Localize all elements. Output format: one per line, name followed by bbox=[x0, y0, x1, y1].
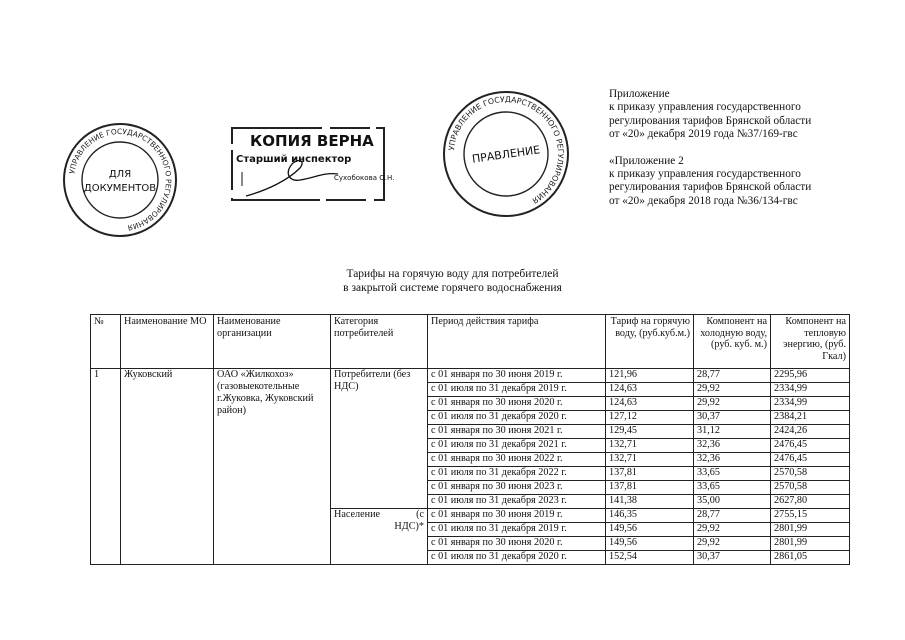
cell-cold: 32,36 bbox=[694, 453, 771, 467]
cell-org: ОАО «Жилкохоз» (газовыекотельные г.Жуковка, Жуковский район) bbox=[214, 369, 331, 565]
cell-tariff: 132,71 bbox=[606, 453, 694, 467]
cell-tariff: 137,81 bbox=[606, 467, 694, 481]
table-row bbox=[91, 369, 850, 383]
cell-period: с 01 января по 30 июня 2019 г. bbox=[428, 509, 606, 523]
col-header-num: № bbox=[91, 315, 121, 369]
col-header-cold: Компонент на холодную воду, (руб. куб. м.) bbox=[694, 315, 771, 369]
cell-period: с 01 января по 30 июня 2019 г. bbox=[428, 369, 606, 383]
category-pop-b: НДС)* bbox=[394, 521, 424, 532]
svg-text:ДЛЯ: ДЛЯ bbox=[108, 169, 132, 180]
appendix-line: к приказу управления государственного bbox=[609, 101, 801, 114]
cell-tariff: 132,71 bbox=[606, 439, 694, 453]
round-seal-left bbox=[60, 110, 180, 250]
cell-period: с 01 июля по 31 декабря 2021 г. bbox=[428, 439, 606, 453]
cell-cold: 28,77 bbox=[694, 509, 771, 523]
cell-mo: Жуковский bbox=[121, 369, 214, 565]
cell-tariff: 127,12 bbox=[606, 411, 694, 425]
copy-certified-stamp bbox=[228, 124, 395, 204]
cell-tariff: 152,54 bbox=[606, 551, 694, 565]
appendix-line: регулирования тарифов Брянской области bbox=[609, 114, 812, 127]
cell-heat: 2801,99 bbox=[771, 537, 850, 551]
table-header-row bbox=[91, 315, 850, 369]
cell-cold: 32,36 bbox=[694, 439, 771, 453]
cell-heat: 2476,45 bbox=[771, 453, 850, 467]
appendix-line: от «20» декабря 2018 года №36/134-гвс bbox=[609, 194, 798, 207]
cell-cold: 30,37 bbox=[694, 551, 771, 565]
cell-period: с 01 июля по 31 декабря 2022 г. bbox=[428, 467, 606, 481]
cell-period: с 01 июля по 31 декабря 2020 г. bbox=[428, 551, 606, 565]
cell-cold: 29,92 bbox=[694, 523, 771, 537]
cell-category: Потребители (без НДС) bbox=[331, 369, 428, 509]
svg-text:Старший инспектор: Старший инспектор bbox=[236, 154, 352, 165]
appendix-line: Приложение bbox=[609, 88, 670, 100]
svg-text:Сухобокова О.Н.: Сухобокова О.Н. bbox=[334, 174, 395, 182]
category-pop-word: Население bbox=[334, 509, 381, 520]
cell-tariff: 149,56 bbox=[606, 523, 694, 537]
col-header-mo: Наименование МО bbox=[121, 315, 214, 369]
cell-tariff: 141,38 bbox=[606, 495, 694, 509]
category-pop-paren: (с bbox=[416, 509, 424, 520]
cell-heat: 2801,99 bbox=[771, 523, 850, 537]
cell-heat: 2334,99 bbox=[771, 397, 850, 411]
cell-tariff: 121,96 bbox=[606, 369, 694, 383]
cell-heat: 2476,45 bbox=[771, 439, 850, 453]
cell-num: 1 bbox=[91, 369, 121, 565]
cell-heat: 2384,21 bbox=[771, 411, 850, 425]
cell-cold: 33,65 bbox=[694, 467, 771, 481]
appendix-block bbox=[609, 88, 811, 208]
cell-tariff: 129,45 bbox=[606, 425, 694, 439]
cell-heat: 2295,96 bbox=[771, 369, 850, 383]
cell-cold: 31,12 bbox=[694, 425, 771, 439]
round-seal-right bbox=[440, 88, 572, 220]
signature-scribble bbox=[246, 161, 338, 196]
copy-stamp-title: КОПИЯ ВЕРНА bbox=[250, 132, 374, 150]
cell-period: с 01 июля по 31 декабря 2019 г. bbox=[428, 523, 606, 537]
cell-heat: 2755,15 bbox=[771, 509, 850, 523]
cell-tariff: 149,56 bbox=[606, 537, 694, 551]
cell-heat: 2334,99 bbox=[771, 383, 850, 397]
cell-tariff: 137,81 bbox=[606, 481, 694, 495]
tariff-table bbox=[90, 314, 850, 565]
cell-heat: 2627,80 bbox=[771, 495, 850, 509]
appendix-line: к приказу управления государственного bbox=[609, 168, 801, 181]
col-header-tariff: Тариф на горячую воду, (руб.куб.м.) bbox=[606, 315, 694, 369]
cell-cold: 29,92 bbox=[694, 537, 771, 551]
cell-heat: 2570,58 bbox=[771, 481, 850, 495]
svg-text:ДОКУМЕНТОВ: ДОКУМЕНТОВ bbox=[83, 183, 157, 194]
cell-period: с 01 июля по 31 декабря 2023 г. bbox=[428, 495, 606, 509]
cell-tariff: 146,35 bbox=[606, 509, 694, 523]
col-header-org: Наименование организации bbox=[214, 315, 331, 369]
svg-text:УПРАВЛЕНИЕ ГОСУДАРСТВЕННОГО РЕ: УПРАВЛЕНИЕ ГОСУДАРСТВЕННОГО РЕГУЛИРОВАНИЯ bbox=[67, 126, 174, 233]
cell-cold: 35,00 bbox=[694, 495, 771, 509]
cell-heat: 2570,58 bbox=[771, 467, 850, 481]
appendix-line: от «20» декабря 2019 года №37/169-гвс bbox=[609, 128, 798, 141]
document-title: Тарифы на горячую воду для потребителей в закрытой системе горячего водоснабжения bbox=[343, 268, 562, 294]
cell-period: с 01 июля по 31 декабря 2019 г. bbox=[428, 383, 606, 397]
cell-period: с 01 июля по 31 декабря 2020 г. bbox=[428, 411, 606, 425]
svg-text:ПРАВЛЕНИЕ: ПРАВЛЕНИЕ bbox=[471, 143, 541, 166]
cell-cold: 29,92 bbox=[694, 383, 771, 397]
appendix-line: «Приложение 2 bbox=[609, 154, 684, 167]
col-header-heat: Компонент на тепловую энергию, (руб. Гкал) bbox=[771, 315, 850, 369]
cell-heat: 2861,05 bbox=[771, 551, 850, 565]
cell-cold: 33,65 bbox=[694, 481, 771, 495]
cell-cold: 30,37 bbox=[694, 411, 771, 425]
svg-text:УПРАВЛЕНИЕ ГОСУДАРСТВЕННОГО РЕ: УПРАВЛЕНИЕ ГОСУДАРСТВЕННОГО РЕГУЛИРОВАНИЯ bbox=[447, 94, 566, 206]
appendix-line: регулирования тарифов Брянской области bbox=[609, 181, 812, 194]
cell-cold: 29,92 bbox=[694, 397, 771, 411]
cell-period: с 01 января по 30 июня 2022 г. bbox=[428, 453, 606, 467]
cell-category bbox=[331, 509, 428, 565]
cell-tariff: 124,63 bbox=[606, 397, 694, 411]
cell-period: с 01 января по 30 июня 2021 г. bbox=[428, 425, 606, 439]
cell-tariff: 124,63 bbox=[606, 383, 694, 397]
col-header-period: Период действия тарифа bbox=[428, 315, 606, 369]
col-header-category: Категория потребителей bbox=[331, 315, 428, 369]
cell-period: с 01 января по 30 июня 2020 г. bbox=[428, 397, 606, 411]
cell-period: с 01 января по 30 июня 2023 г. bbox=[428, 481, 606, 495]
cell-period: с 01 января по 30 июня 2020 г. bbox=[428, 537, 606, 551]
cell-heat: 2424,26 bbox=[771, 425, 850, 439]
cell-cold: 28,77 bbox=[694, 369, 771, 383]
